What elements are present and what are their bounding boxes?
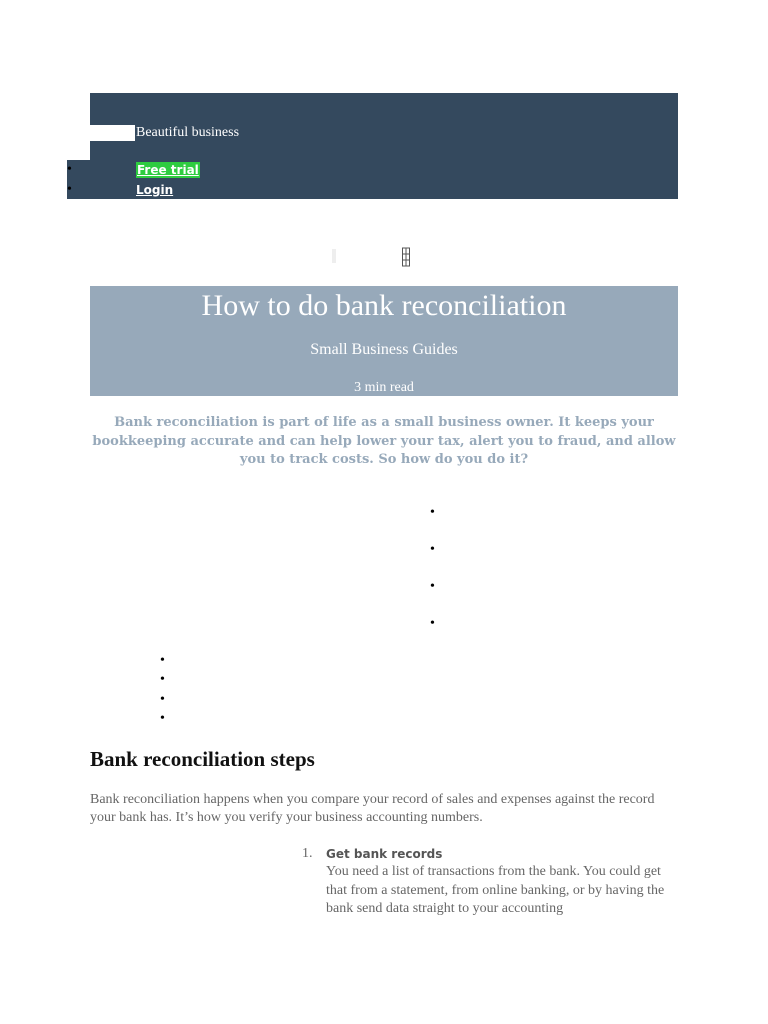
read-time: 3 min read: [354, 380, 414, 395]
contents-list: [160, 654, 165, 731]
steps-list: [302, 845, 682, 919]
list-bullet: •: [67, 182, 72, 197]
list-bullet: •: [67, 162, 72, 177]
section-paragraph: Bank reconciliation happens when you compare your record of sales and expenses against the record your bank has. It’s how you verify your business accounting numbers.: [90, 792, 655, 825]
list-item: •: [430, 505, 435, 520]
brand-tagline: Beautiful business: [136, 125, 240, 140]
grid-icon[interactable]: [402, 247, 410, 267]
logo-icon[interactable]: [90, 125, 135, 141]
step-body: You need a list of transactions from the bank. You could get that from a statement, from online banking, or by having the bank send data straight to your accounting: [326, 864, 665, 916]
share-list: [430, 506, 435, 654]
list-item: •: [430, 542, 435, 557]
step-number: 1.: [302, 846, 313, 861]
site-header: [90, 93, 678, 199]
article-intro: Bank reconciliation is part of life as a small business owner. It keeps your bookkeeping accurate and can help lower your tax, alert you to fraud, and allow you to track costs. So how do you do it?: [92, 415, 676, 467]
list-item: •: [160, 672, 165, 688]
step-title: Get bank records: [326, 847, 443, 861]
list-item: •: [430, 579, 435, 594]
login-link[interactable]: Login: [136, 183, 174, 197]
article-hero: [90, 286, 678, 396]
list-item: •: [160, 710, 165, 726]
category-link[interactable]: Small Business Guides: [310, 341, 458, 358]
list-item: •: [160, 691, 165, 707]
placeholder-icon: [332, 249, 336, 263]
list-item: •: [160, 653, 165, 668]
page-title: How to do bank reconciliation: [201, 289, 567, 322]
section-heading: Bank reconciliation steps: [90, 747, 315, 771]
list-item: •: [430, 616, 435, 631]
free-trial-link[interactable]: Free trial: [137, 163, 199, 177]
step-item: [302, 845, 682, 919]
